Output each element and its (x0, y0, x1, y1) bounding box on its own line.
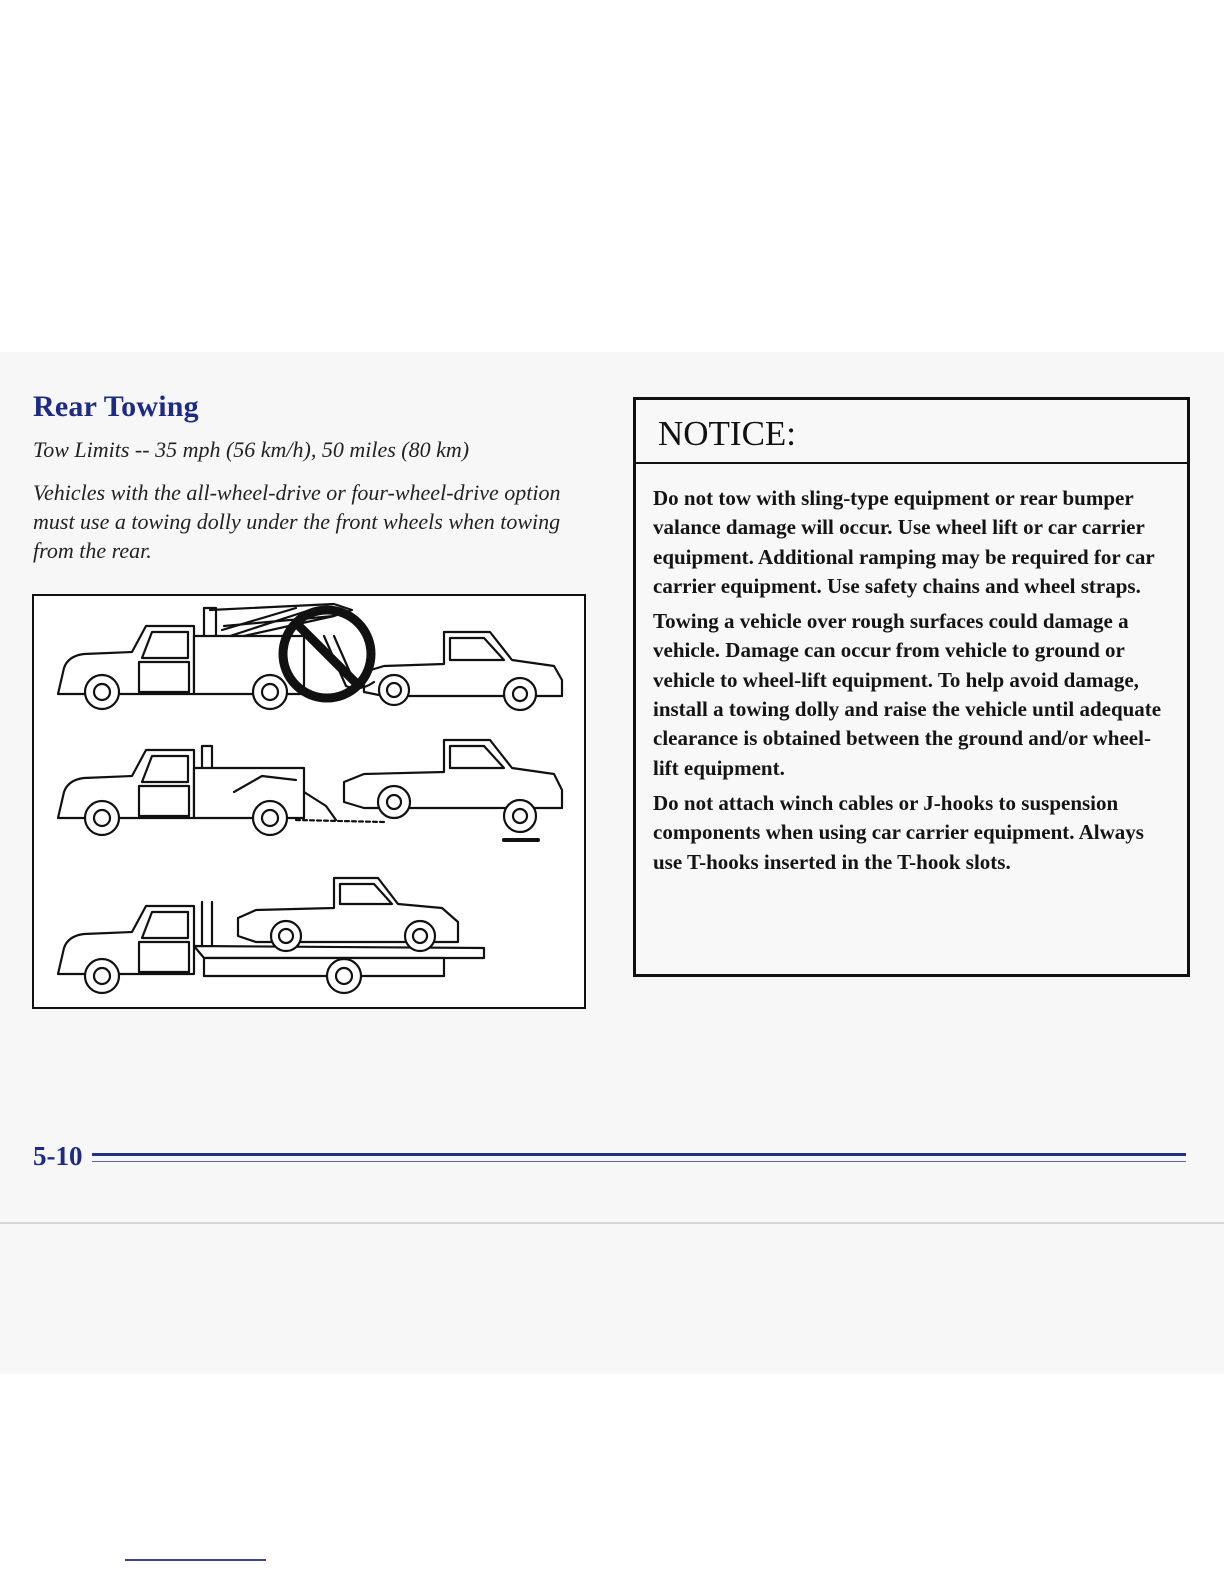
awd-4wd-instruction: Vehicles with the all-wheel-drive or four-wheel-drive option must use a towing dolly under the front wheels when towing from the rear. (33, 480, 561, 563)
notice-box (633, 397, 1190, 977)
bottom-mark (125, 1559, 266, 1561)
footer-rule (92, 1153, 1186, 1156)
tow-limits: Tow Limits -- 35 mph (56 km/h), 50 miles (80 km) (33, 437, 470, 462)
towing-illustration (32, 594, 586, 1009)
notice-paragraph: Do not attach winch cables or J-hooks to suspension components when using car carrier equipment. Always use T-hooks inserted in the T-hook slots. (653, 790, 1144, 874)
notice-paragraph: Do not tow with sling-type equipment or rear bumper valance damage will occur. Use wheel lift or car carrier equipment. Additional ramping may be required for car carrier equipment. Use safety chains and wheel straps. (653, 486, 1155, 598)
wheel-lift-with-dolly-icon (58, 740, 562, 840)
footer-rule-thin (92, 1161, 1186, 1162)
notice-title: NOTICE: (636, 400, 1187, 464)
notice-paragraph: Towing a vehicle over rough surfaces could damage a vehicle. Damage can occur from vehicle to ground or vehicle to wheel-lift equipment. To help avoid damage, install a towing dolly and raise the vehicle until adequate clearance is obtained between the ground and/or wheel-lift equipment. (653, 609, 1162, 780)
notice-body (636, 464, 1187, 877)
sling-type-tow-prohibited-icon (58, 604, 562, 710)
towing-scenes-drawing (34, 596, 584, 1007)
page-number: 5-10 (33, 1141, 83, 1171)
car-carrier-icon (58, 878, 484, 993)
section-heading: Rear Towing (33, 390, 199, 423)
page-fold-line (0, 1222, 1224, 1224)
